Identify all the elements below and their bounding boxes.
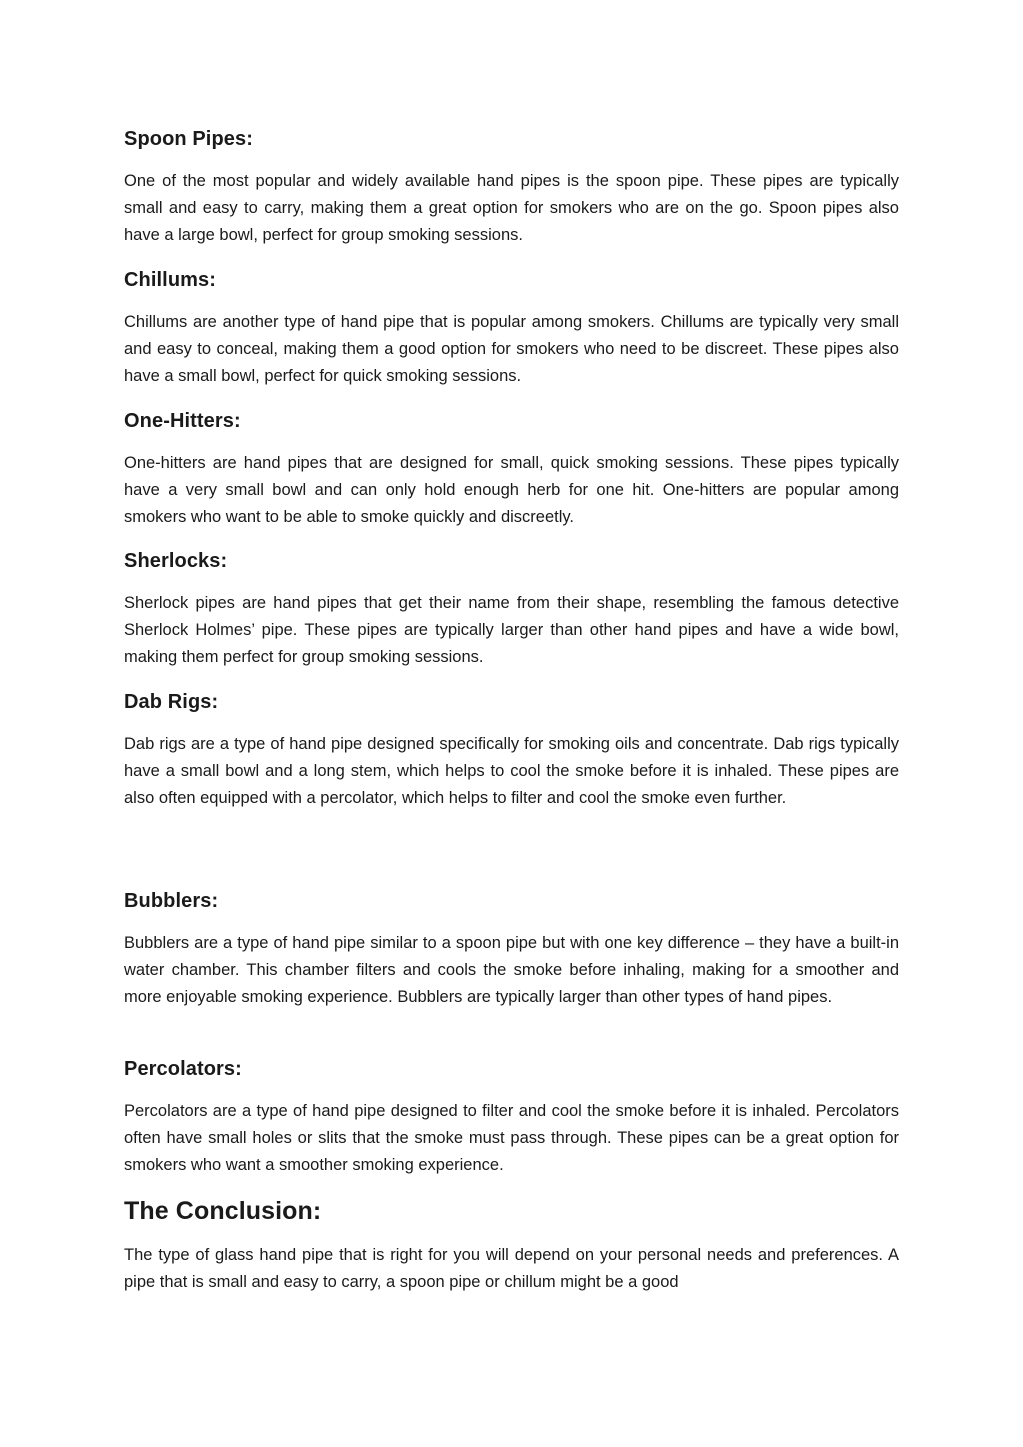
document-page (124, 0, 899, 1447)
section-dab-rigs (124, 689, 899, 812)
section-sherlocks (124, 548, 899, 671)
section-body: Sherlock pipes are hand pipes that get their name from their shape, resembling the famous detective Sherlock Holmes’ pipe. These pipes are typically larger than other hand pipes and have a wide bowl, making them perfect for group smoking sessions. (124, 594, 899, 666)
section-heading: Bubblers: (124, 890, 219, 912)
section-heading: Dab Rigs: (124, 691, 219, 713)
section-heading: Chillums: (124, 269, 217, 291)
section-body: One-hitters are hand pipes that are designed for small, quick smoking sessions. These pipes typically have a very small bowl and can only hold enough herb for one hit. One-hitters are popular among smokers who want to be able to smoke quickly and discreetly. (124, 454, 899, 526)
section-heading: Spoon Pipes: (124, 128, 253, 150)
section-body: Bubblers are a type of hand pipe similar to a spoon pipe but with one key difference – they have a built-in water chamber. This chamber filters and cools the smoke before inhaling, making for a smoother and more enjoyable smoking experience. Bubblers are typically larger than other types of hand pipes. (124, 934, 899, 1006)
section-body: The type of glass hand pipe that is right for you will depend on your personal needs and preferences. A pipe that is small and easy to carry, a spoon pipe or chillum might be a good (124, 1246, 899, 1291)
section-chillums (124, 267, 899, 390)
section-spoon-pipes (124, 126, 899, 249)
section-body: Chillums are another type of hand pipe that is popular among smokers. Chillums are typically very small and easy to conceal, making them a good option for smokers who need to be discreet. These pipes also have a small bowl, perfect for quick smoking sessions. (124, 313, 899, 385)
section-heading: One-Hitters: (124, 410, 241, 432)
section-heading: Percolators: (124, 1058, 242, 1080)
section-body: One of the most popular and widely available hand pipes is the spoon pipe. These pipes are typically small and easy to carry, making them a great option for smokers who are on the go. Spoon pipes also have a large bowl, perfect for group smoking sessions. (124, 172, 899, 244)
section-body: Percolators are a type of hand pipe designed to filter and cool the smoke before it is inhaled. Percolators often have small holes or slits that the smoke must pass through. These pipes can be a great option for smokers who want a smoother smoking experience. (124, 1102, 899, 1174)
section-bubblers (124, 888, 899, 1011)
section-percolators (124, 1056, 899, 1179)
conclusion-heading: The Conclusion: (124, 1197, 322, 1225)
section-conclusion (124, 1196, 899, 1296)
section-body: Dab rigs are a type of hand pipe designed specifically for smoking oils and concentrate. Dab rigs typically have a small bowl and a long stem, which helps to cool the smoke before it is inhaled. These pipes are also often equipped with a percolator, which helps to filter and cool the smoke even further. (124, 735, 899, 807)
section-one-hitters (124, 408, 899, 531)
section-heading: Sherlocks: (124, 550, 228, 572)
